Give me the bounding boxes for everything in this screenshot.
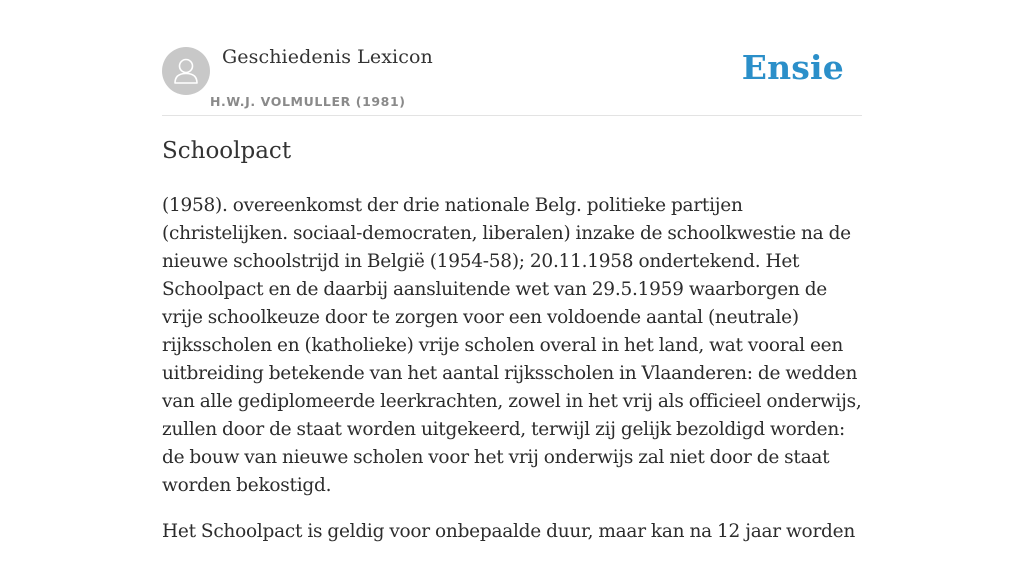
- article-paragraph: (1958). overeenkomst der drie nationale Belg. politieke partijen (christelijken. sociaal-democraten, liberalen) inzake de schoolkwestie na de nieuwe schoolstrijd in België (1954-58); 20.11.1958 ondertekend. Het Schoolpact en de daarbij aansluitende wet van 29.5.1959 waarborgen de vrije schoolkeuze door te zorgen voor een voldoende aantal (neutrale) rijksscholen en (katholieke) vrije scholen overal in het land, wat vooral een uitbreiding betekende van het aantal rijksscholen in Vlaanderen: de wedden van alle gediplomeerde leerkrachten, zowel in het vrij als officieel onderwijs, zullen door de staat worden uitgekeerd, terwijl zij gelijk bezoldigd worden: de bouw van nieuwe scholen voor het vrij onderwijs zal niet door de staat worden bekostigd.: [162, 195, 862, 496]
- brand-logo[interactable]: Ensie: [741, 48, 844, 87]
- lexicon-header: [162, 44, 862, 116]
- author-credit: H.W.J. VOLMULLER (1981): [210, 94, 406, 109]
- article-body: [162, 192, 872, 564]
- user-silhouette-icon: [162, 47, 210, 95]
- avatar[interactable]: [162, 47, 210, 95]
- lexicon-name-link[interactable]: Geschiedenis Lexicon: [222, 46, 433, 68]
- article-paragraph: Het Schoolpact is geldig voor onbepaalde duur, maar kan na 12 jaar worden: [162, 521, 855, 542]
- article-title: Schoolpact: [162, 138, 292, 164]
